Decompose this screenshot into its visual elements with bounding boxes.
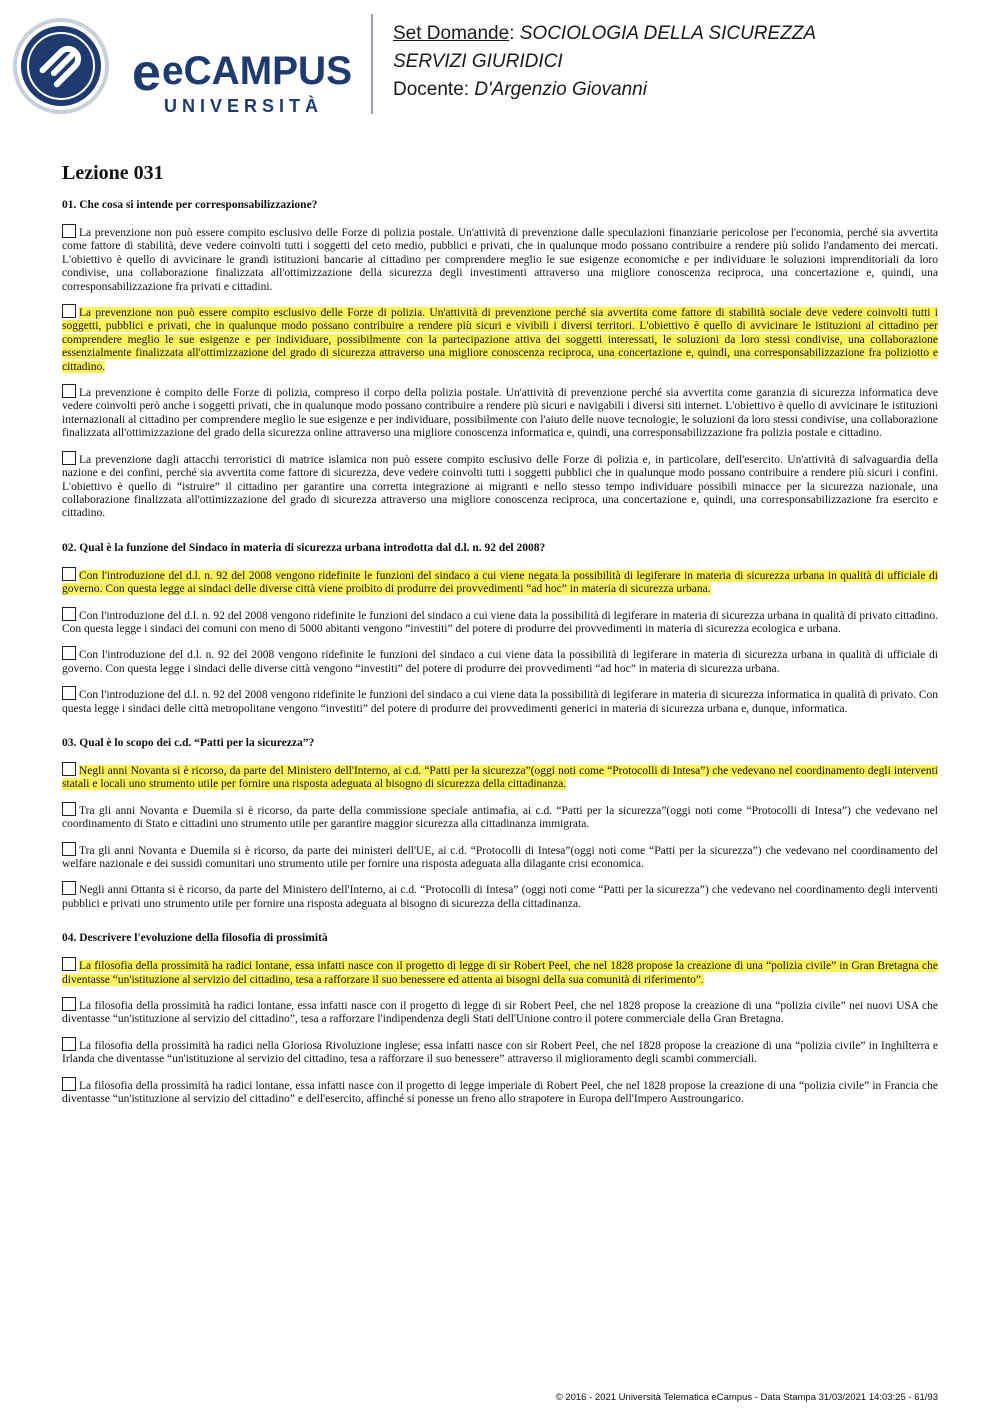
checkbox-icon[interactable] [62, 881, 76, 895]
checkbox-icon[interactable] [62, 1037, 76, 1051]
answer-text: Con l'introduzione del d.l. n. 92 del 2008 vengono ridefinite le funzioni del sindaco a cui viene data la possibilità di legiferare in materia di sicurezza urbana in qualità di privato cittadino. Con questa legge i sindaci dei comuni con meno di 5000 abitanti vengono “investiti” del potere di produrre dei provvedimenti in materia di sicurezza ecologica e urbana. [62, 609, 938, 635]
answer-text: Tra gli anni Novanta e Duemila si è ricorso, da parte dei ministeri dell'UE, ai c.d. “Protocolli di Intesa”(oggi noti come “Patti per la sicurezza”) che vedevano nel coordinamento del welfare nazionale e dei sussidi comunitari uno strumento utile per fornire una risposta adeguata alla dilagante crisi economica. [62, 844, 938, 870]
course: SERVIZI GIURIDICI [393, 51, 563, 72]
answer-option [62, 997, 938, 1027]
course-line [393, 48, 816, 76]
teacher-line [393, 76, 816, 104]
header-info [393, 20, 816, 104]
answer-text: La prevenzione dagli attacchi terroristici di matrice islamica non può essere compito esclusivo delle Forze di polizia e, in particolare, dell'esercito. Un'attività di salvaguardia della nazione e dei confini, perché sia avvertita come fattore di sicurezza, deve vedere coinvolti tutti i soggetti pubblici che in qualunque modo possano contribuire a rendere più sicuri i confini. L'obiettivo è quello di “istruire” il cittadino per garantire una corretta integrazione ai migranti e nello stesso tempo individuare possibili minacce per la sicurezza nazionale, una collaborazione finalizzata all'ottimizzazione del grado di sicurezza attraverso una migliore conoscenza reciproca, una concertazione e, quindi, una corresponsabilizzazione fra esercito e cittadino. [62, 453, 938, 520]
checkbox-icon[interactable] [62, 224, 76, 238]
answer-text: La filosofia della prossimità ha radici lontane, essa infatti nasce con il progetto di legge imperiale di Robert Peel, che nel 1828 propose la creazione di una “polizia civile” in Francia che diventasse “un'istituzione al servizio del cittadino” e dell'esercito, affinché si ponesse un freno allo strapotere in Europa dell'Impero Austroungarico. [62, 1079, 938, 1106]
page-header [0, 0, 1000, 130]
checkbox-icon[interactable] [62, 957, 76, 971]
answer-option [62, 686, 938, 716]
answer-text: Con l'introduzione del d.l. n. 92 del 2008 vengono ridefinite le funzioni del sindaco a cui viene negata la possibilità di legiferare in materia di sicurezza urbana in qualità di ufficiale di governo. Con questa legge ai sindaci delle diverse città viene proibito di produrre dei provvedimenti “ad hoc” in materia di sicurezza urbana. [62, 569, 938, 596]
answer-text: Negli anni Novanta si è ricorso, da parte del Ministero dell'Interno, ai c.d. “Patti per la sicurezza”(oggi noti come “Protocolli di Intesa”) che vedevano nel coordinamento degli interventi statali e locali uno strumento utile per fornire una risposta adeguata al bisogno di sicurezza della cittadinanza. [62, 764, 938, 791]
answer-option [62, 881, 938, 911]
checkbox-icon[interactable] [62, 997, 76, 1011]
answer-option-correct [62, 304, 938, 374]
answer-option [62, 646, 938, 676]
page-footer: © 2016 - 2021 Università Telematica eCampus - Data Stampa 31/03/2021 14:03:25 - 61/93 [555, 1392, 938, 1403]
answer-option [62, 224, 938, 294]
question-title: 03. Qual è lo scopo dei c.d. “Patti per la sicurezza”? [62, 736, 315, 749]
checkbox-icon[interactable] [62, 802, 76, 816]
checkbox-icon[interactable] [62, 567, 76, 581]
svg-text:e: e [132, 44, 161, 102]
quiz-content [62, 160, 938, 1116]
checkbox-icon[interactable] [62, 686, 76, 700]
svg-text:eCAMPUS: eCAMPUS [162, 49, 352, 93]
answer-option [62, 802, 938, 832]
svg-text:UNIVERSITÀ: UNIVERSITÀ [164, 96, 324, 116]
answer-option [62, 1077, 938, 1107]
set-line: Set Domande: SOCIOLOGIA DELLA SICUREZZA [393, 23, 817, 44]
question-title: 01. Che cosa si intende per corresponsabilizzazione? [62, 199, 318, 211]
answer-option [62, 384, 938, 441]
ecampus-logo [12, 14, 357, 119]
answer-option [62, 842, 938, 872]
answer-text: La filosofia della prossimità ha radici lontane, essa infatti nasce con il progetto di legge di sir Robert Peel, che nel 1828 propose la creazione di una “polizia civile” in Gran Bretagna che diventasse “un'istituzione al servizio del cittadino, tesa a rafforzare il suo benessere ed attenta ai bisogni della sua comunità di riferimento”. [62, 960, 938, 986]
checkbox-icon[interactable] [62, 304, 76, 318]
header-divider [371, 14, 373, 114]
teacher-label: Docente: [393, 79, 470, 100]
answer-text: La prevenzione non può essere compito esclusivo delle Forze di polizia postale. Un'attività di prevenzione dalle speculazioni finanziarie pericolose per l'economia, perché sia avvertita come fattore di stabilità, deve vedere coinvolti tutti i soggetti del ceto medio, pubblici e privati, che in qualunque modo possano contribuire a rendere più solido l'andamento dei mercati. L'obiettivo è quello di avvicinare le grandi istituzioni bancarie al cittadino per comprendere meglio le sue esigenze economiche e per individuare le soluzioni imprenditoriali da loro condivise, una collaborazione finalizzata all'ottimizzazione della sicurezza degli investimenti attraverso una migliore conoscenza reciproca, una concertazione e, quindi, una corresponsabilizzazione fra privati e cittadini. [62, 227, 938, 293]
lesson-title: Lezione 031 [62, 162, 164, 184]
answer-option [62, 607, 938, 637]
subject: SOCIOLOGIA DELLA SICUREZZA [519, 23, 817, 44]
checkbox-icon[interactable] [62, 607, 76, 621]
checkbox-icon[interactable] [62, 451, 76, 465]
checkbox-icon[interactable] [62, 384, 76, 398]
teacher-name: D'Argenzio Giovanni [474, 79, 647, 100]
answer-text: La filosofia della prossimità ha radici lontane, essa infatti nasce con il progetto di legge di sir Robert Peel, che nel 1828 propose la creazione di una “polizia civile” nei nuovi USA che diventasse “un'istituzione al servizio del cittadino”, tesa a rafforzare l'indipendenza degli Stati dell'Unione contro il potere commerciale della Gran Bretagna. [62, 1000, 938, 1026]
answer-text: Negli anni Ottanta si è ricorso, da parte del Ministero dell'Interno, ai c.d. “Protocolli di Intesa” (oggi noti come “Patti per la sicurezza”) che vedevano nel coordinamento degli interventi pubblici e privati uno strumento utile per fornire una risposta adeguata al bisogno di sicurezza della cittadinanza. [62, 884, 938, 910]
answer-option [62, 1037, 938, 1067]
set-label: Set Domande [393, 23, 510, 44]
answer-text: La filosofia della prossimità ha radici nella Gloriosa Rivoluzione inglese; essa infatti nasce con sir Robert Peel, che nel 1828 propose la creazione di una “polizia civile” in Inghilterra e Irlanda che diventasse “un'istituzione al servizio del cittadino, tesa a rafforzare il suo benessere” attraverso il miglioramento degli scambi commerciali. [62, 1039, 938, 1066]
answer-text: Con l'introduzione del d.l. n. 92 del 2008 vengono ridefinite le funzioni del sindaco a cui viene data la possibilità di legiferare in materia di sicurezza urbana in qualità di ufficiale di governo. Con questa legge i sindaci delle diverse città vengono “investiti” del potere di produrre dei provvedimenti “ad hoc” in materia di sicurezza urbana. [62, 649, 938, 675]
answer-option-correct [62, 567, 938, 597]
answer-text: Con l'introduzione del d.l. n. 92 del 2008 vengono ridefinite le funzioni del sindaco a cui viene data la possibilità di legiferare in materia di sicurezza informatica in qualità di privato. Con questa legge i sindaci delle città metropolitane vengono “investiti” del potere di produrre dei provvedimenti generici in materia di sicurezza urbana e, dunque, informatica. [62, 689, 938, 715]
checkbox-icon[interactable] [62, 842, 76, 856]
question-title: 04. Descrivere l'evoluzione della filosofia di prossimità [62, 932, 328, 945]
checkbox-icon[interactable] [62, 1077, 76, 1091]
answer-text: Tra gli anni Novanta e Duemila si è ricorso, da parte della commissione speciale antimafia, ai c.d. “Patti per la sicurezza”(oggi noti come “Protocolli di Intesa”) che vedevano nel coordinamento di Stato e cittadini uno strumento utile per garantire maggior sicurezza alla cittadinanza immigrata. [62, 804, 938, 831]
ecampus-logo-icon [12, 14, 357, 119]
question-title: 02. Qual è la funzione del Sindaco in materia di sicurezza urbana introdotta dal d.l. n. 92 del 2008? [62, 541, 546, 554]
answer-option-correct [62, 762, 938, 792]
answer-text: La prevenzione è compito delle Forze di polizia, compreso il corpo della polizia postale. Un'attività di prevenzione perché sia avvertita come garanzia di sicurezza informatica deve vedere coinvolti però anche i soggetti privati, che in qualunque modo possano contribuire a rendere più sicuri e navigabili i diversi siti internet. L'obiettivo è quello di avvicinare le istituzioni internazionali al cittadino per comprendere meglio le sue esigenze e per individuare, possibilmente con l'aiuto delle nuove tecnologie, le soluzioni da loro stessi condivise, una collaborazione finalizzata all'ottimizzazione del grado della sicurezza online attraverso una migliore conoscenza informatica e, quindi, una corresponsabilizzazione fra polizia postale e cittadino. [62, 387, 938, 440]
answer-option [62, 451, 938, 521]
checkbox-icon[interactable] [62, 762, 76, 776]
answer-option-correct [62, 957, 938, 987]
checkbox-icon[interactable] [62, 646, 76, 660]
answer-text: La prevenzione non può essere compito esclusivo delle Forze di polizia. Un'attività di prevenzione perché sia avvertita come fattore di stabilità sociale deve vedere coinvolti tutti i soggetti, pubblici e privati, che in qualunque modo possano contribuire a rendere più sicuri e vivibili i diversi territori. L'obiettivo è quello di avvicinare le istituzioni al cittadino per comprendere meglio le sue esigenze e per individuare, possibilmente con la partecipazione attiva dei soggetti interessati, le soluzioni da loro stessi condivise, una collaborazione essenzialmente finalizzata all'ottimizzazione del grado di sicurezza attraverso una migliore conoscenza reciproca, una concertazione e, quindi, una corresponsabilizzazione fra poliziotto e cittadino. [62, 307, 938, 373]
